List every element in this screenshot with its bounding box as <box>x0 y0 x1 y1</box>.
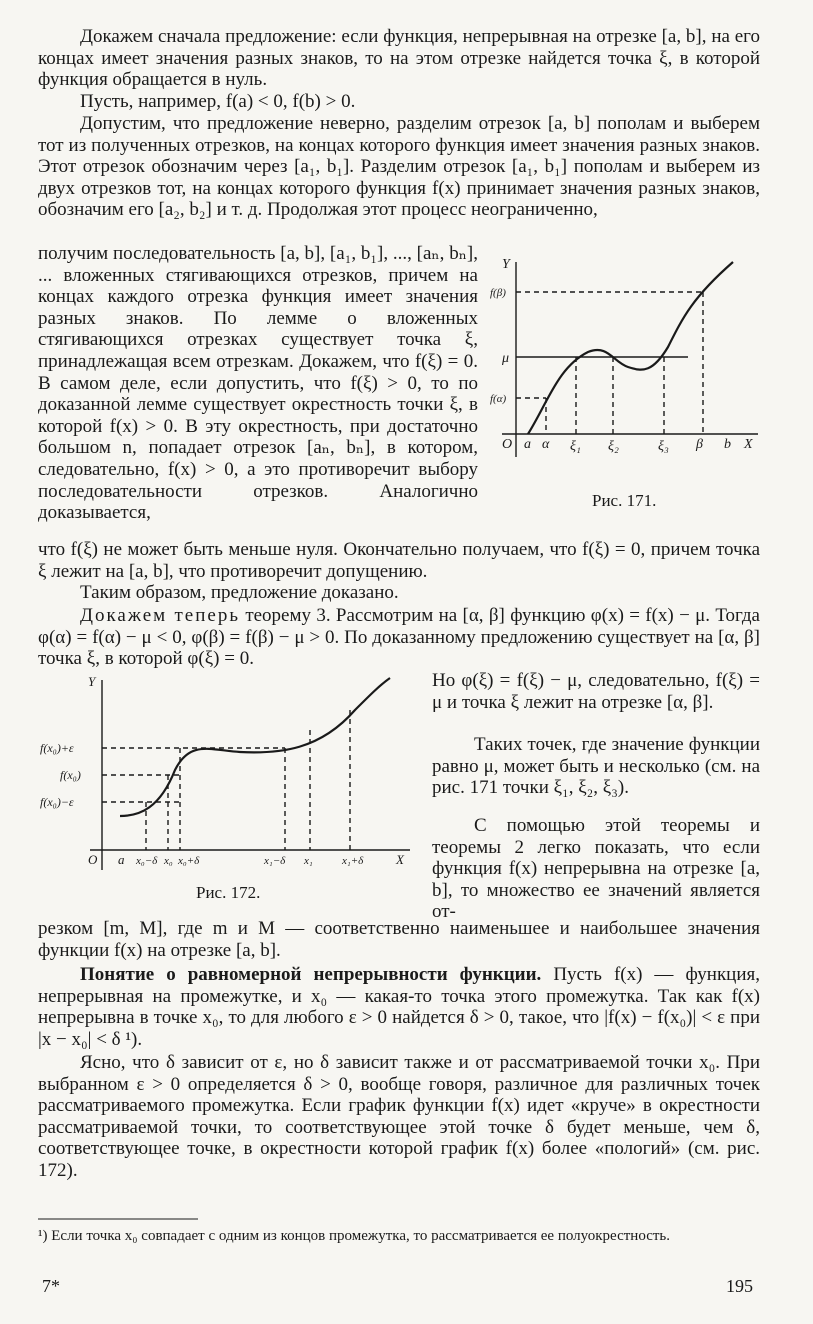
paragraph-assume: Пусть, например, f(a) < 0, f(b) > 0. <box>80 91 356 112</box>
label-x0-minus-delta: x₀−δ <box>136 855 158 867</box>
label-xi2: ξ₂ <box>608 439 619 454</box>
label-x1-plus-delta: x₁+δ <box>342 855 364 867</box>
theorem3-body: теорему 3. Рассмотрим на [α, β] функцию φ(x) = f(x) − μ. Тогда φ(α) = f(α) − μ < 0, φ(β) = f(β) − μ > 0. По доказанному предложению существует на [α, β] точка ξ, в которой φ(ξ) = 0. <box>38 605 760 670</box>
label-x1: x₁ <box>304 855 313 867</box>
label-x: X <box>744 437 753 452</box>
figure-171 <box>488 252 768 473</box>
figure-172-graph <box>40 670 420 880</box>
paragraph-proof-wrap: получим последовательность [a, b], [a₁, b₁], ..., [aₙ, bₙ], ... вложенных стягивающихся отрезков, причем на концах каждого отрезка функция имеет значения разных знаков. По лемме о вложенных стягивающихся отрезках существует точка ξ, принадлежащая всем отрезкам. Докажем, что f(ξ) = 0. В самом деле, если допустить, что f(ξ) > 0, то по доказанной лемме существует окрестность точки ξ, в которой f(x) > 0. В эту окрестность, при достаточно большом n, попадает отрезок [aₙ, bₙ], в котором, следовательно, f(x) > 0, а это противоречит выбору последовательности отрезков. Аналогично доказывается, <box>38 243 478 524</box>
label-x0: x₀ <box>164 855 173 867</box>
figure-172 <box>40 670 420 886</box>
label-f-beta: f(β) <box>490 287 506 299</box>
figure-171-caption: Рис. 171. <box>592 491 657 510</box>
paragraph-delta-depends: Ясно, что δ зависит от ε, но δ зависит также и от рассматриваемой точки x₀. При выбранном ε > 0 определяется δ > 0, вообще говоря, различное для различных точек рассматриваемого промежутка. Если график функции f(x) идет «круче» в окрестности рассматриваемой точки, то соответствующее этой точке δ будет меньше, чем δ, соответствующее точке, в окрестности которой график f(x) более «пологий» (см. рис. 172). <box>38 1052 760 1181</box>
page-number: 195 <box>726 1276 753 1296</box>
footnote: ¹) Если точка x₀ совпадает с одним из концов промежутка, то рассматривается ее полуокрестность. <box>38 1228 671 1244</box>
label-x: X <box>396 852 404 867</box>
paragraph-proof-end: что f(ξ) не может быть меньше нуля. Окончательно получаем, что f(ξ) = 0, причем точка ξ лежит на [a, b], что противоречит допущению. <box>38 539 760 582</box>
label-f-alpha: f(α) <box>490 393 507 405</box>
paragraph-uniform-continuity <box>38 964 760 1050</box>
label-fx0-minus-eps: f(x₀)−ε <box>40 795 74 809</box>
label-mu: μ <box>502 351 510 366</box>
label-xi3: ξ₃ <box>658 439 669 454</box>
label-a: a <box>524 437 531 452</box>
paragraph-intro: Докажем сначала предложение: если функция, непрерывная на отрезке [a, b], на его концах имеет значения разных знаков, то на этом отрезке найдется точка ξ, в которой функция обращается в нуль. <box>38 26 760 91</box>
label-origin: O <box>502 437 513 452</box>
label-x0-plus-delta: x₀+δ <box>178 855 200 867</box>
paragraph-several-points: Таких точек, где значение функции равно μ, может быть и несколько (см. на рис. 171 точки ξ₁, ξ₂, ξ₃). <box>432 734 760 799</box>
label-origin: O <box>88 852 98 867</box>
figure-171-graph <box>488 252 768 467</box>
label-beta: β <box>696 437 703 452</box>
theorem3-lead: Докажем теперь <box>80 605 240 626</box>
label-fx0: f(x₀) <box>60 768 81 782</box>
figure-172-caption: Рис. 172. <box>196 883 261 902</box>
signature-mark: 7* <box>42 1276 60 1296</box>
label-alpha: α <box>542 437 550 452</box>
uniform-continuity-body: Пусть f(x) — функция, непрерывная на промежутке, и x₀ — какая-то точка этого промежутка. Так как f(x) непрерывна в точке x₀, то для любого ε > 0 найдется δ > 0, такое, что |f(x) − f(x₀)| < ε при |x − x₀| < δ ¹). <box>38 964 761 1050</box>
paragraph-value-set-end: резком [m, M], где m и M — соответственно наименьшее и наибольшее значения функции f(x) на отрезке [a, b]. <box>38 918 760 961</box>
label-xi1: ξ₁ <box>570 439 581 454</box>
paragraph-proof-start: Допустим, что предложение неверно, разделим отрезок [a, b] пополам и выберем тот из полученных отрезков, на концах которого функция имеет значения разных знаков. Этот отрезок обозначим через [a₁, b₁]. Разделим отрезок [a₁, b₁] пополам и выберем из двух отрезков тот, на концах которого функция f(x) принимает значения разных знаков, обозначим его [a₂, b₂] и т. д. Продолжая этот процесс неограниченно, <box>38 113 760 221</box>
section-title: Понятие о равномерной непрерывности функции. <box>80 964 542 985</box>
label-y: Y <box>502 257 510 272</box>
label-fx0-plus-eps: f(x₀)+ε <box>40 741 74 755</box>
footnote-rule <box>38 1218 198 1220</box>
paragraph-value-set: С помощью этой теоремы и теоремы 2 легко показать, что если функция f(x) непрерывна на отрезке [a, b], то множество ее значений является от- <box>432 815 760 923</box>
paragraph-proved: Таким образом, предложение доказано. <box>80 582 399 603</box>
label-y: Y <box>88 674 96 689</box>
paragraph-theorem3-wrap: Но φ(ξ) = f(ξ) − μ, следовательно, f(ξ) = μ и точка ξ лежит на отрезке [α, β]. <box>432 670 760 713</box>
label-x1-minus-delta: x₁−δ <box>264 855 286 867</box>
label-a: a <box>118 852 125 867</box>
label-b: b <box>724 437 731 452</box>
paragraph-theorem3 <box>38 605 760 670</box>
function-curve <box>528 262 733 434</box>
